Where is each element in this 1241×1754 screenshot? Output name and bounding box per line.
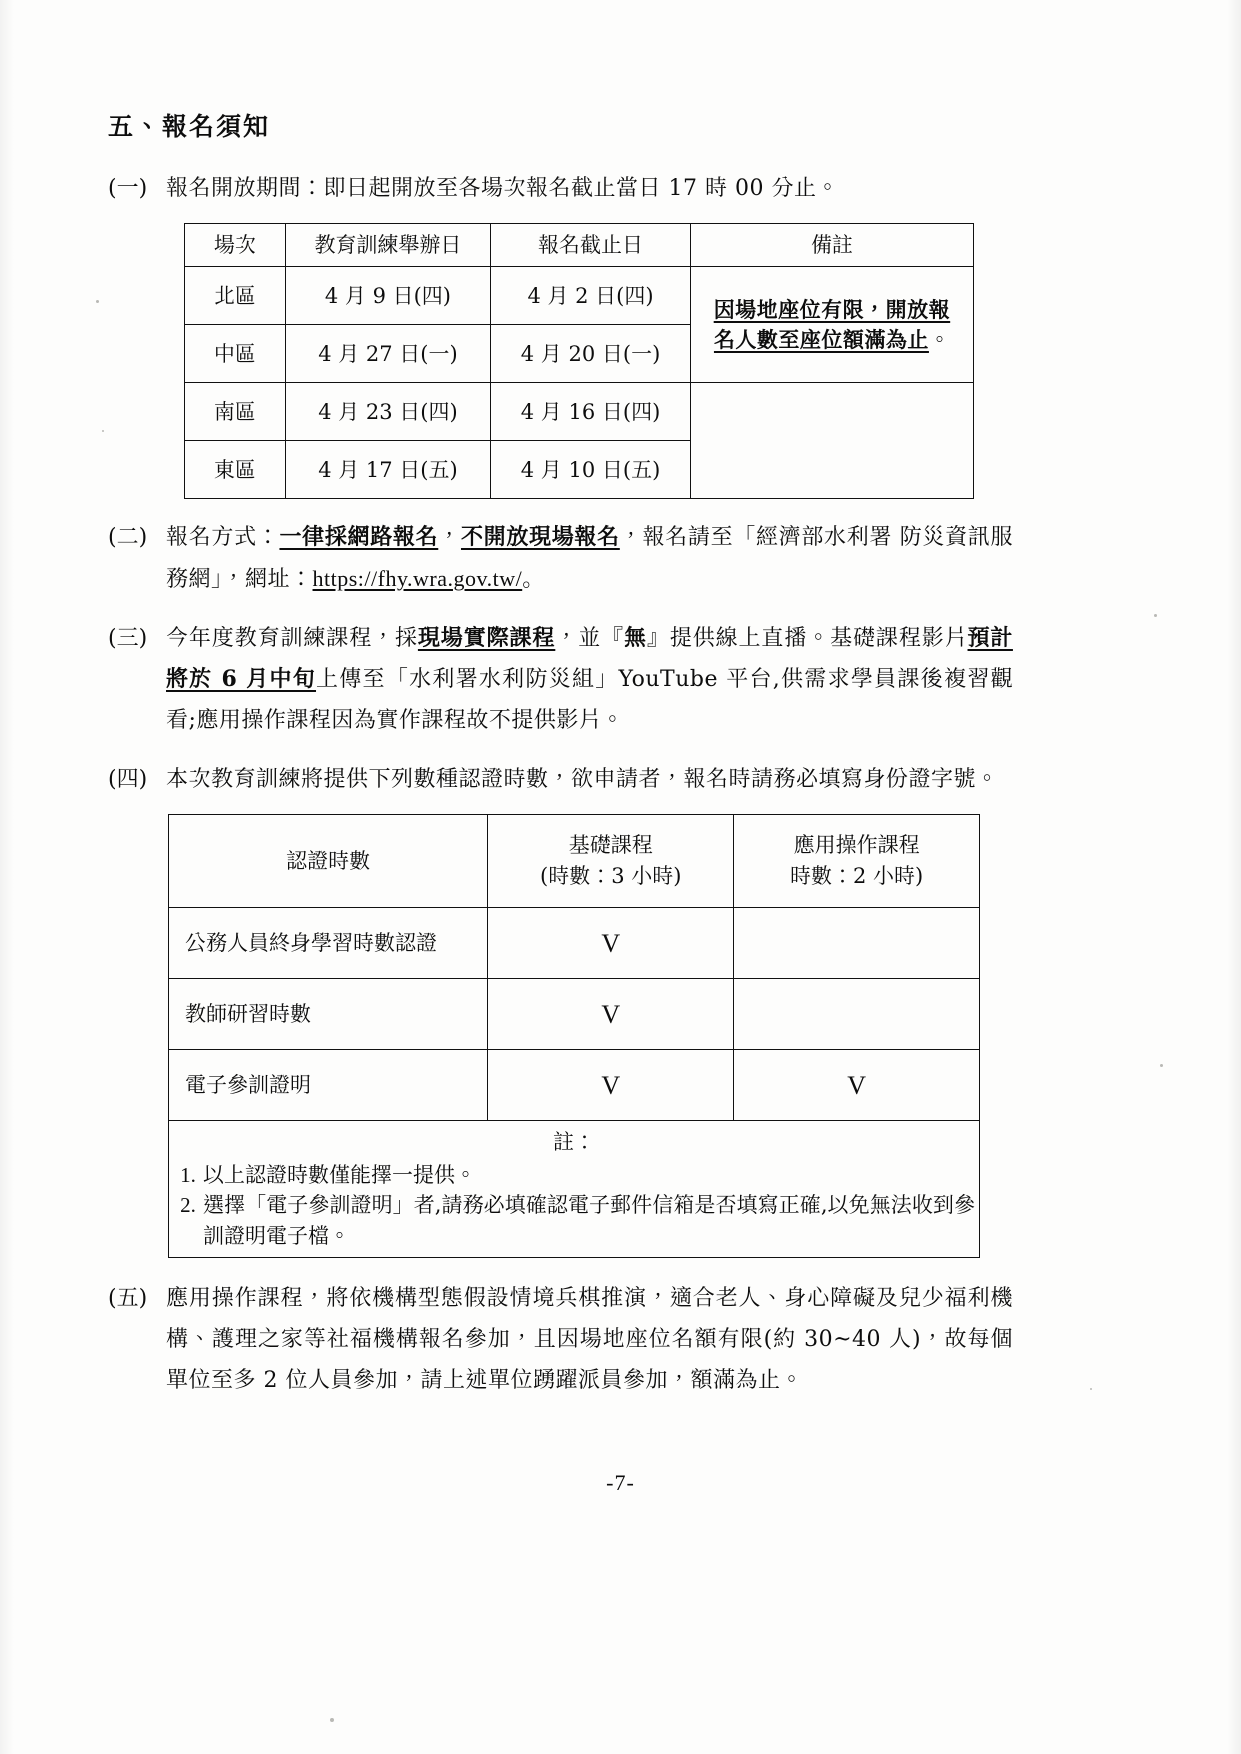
clause-5-body [166, 1278, 1013, 1401]
schedule-remark-blank [690, 383, 973, 499]
schedule-header-training-date: 教育訓練舉辦日 [285, 224, 490, 267]
clause-2-emphasis-no-onsite: 不開放現場報名 [460, 524, 620, 551]
schedule-deadline-south: 4 月 16 日(四) [491, 383, 691, 441]
table-row [169, 979, 980, 1050]
certification-basic-civil-servant: V [488, 908, 734, 979]
clause-1-text: 報名開放期間：即日起開放至各場次報名截止當日 17 時 00 分止。 [166, 176, 839, 201]
schedule-remark-line1: 因場地座位有限，開放報 [713, 296, 951, 322]
schedule-session-central: 中區 [185, 325, 286, 383]
note-2-text: 選擇「電子參訓證明」者,請務必填確認電子郵件信箱是否填寫正確,以免無法收到參訓證明電子檔。 [203, 1193, 975, 1248]
clause-3-text [166, 618, 1013, 741]
scan-speck [1160, 1064, 1163, 1067]
clause-2-emphasis-online-only: 一律採網路報名 [279, 524, 439, 551]
clause-2-marker: (二) [108, 525, 148, 551]
clause-3-emphasis-none: 無 [624, 625, 647, 652]
note-2-number: 2. [180, 1193, 196, 1218]
certification-label-teacher: 教師研習時數 [169, 979, 488, 1050]
schedule-deadline-north: 4 月 2 日(四) [491, 267, 691, 325]
schedule-header-remark: 備註 [690, 224, 973, 267]
schedule-header-deadline: 報名截止日 [491, 224, 691, 267]
clause-5 [108, 1278, 1013, 1401]
certification-header-basic [488, 815, 734, 908]
clause-5-text: 應用操作課程，將依機構型態假設情境兵棋推演，適合老人、身心障礙及兒少福利機構、護理之家等社福機構報名參加，且因場地座位名額有限(約 30~40 人)，故每個單位至多 2 位人員參加，請上述單位踴躍派員參加，額滿為止。 [166, 1286, 1013, 1394]
page-number: -7- [606, 1470, 635, 1495]
table-header-row [185, 224, 974, 267]
certification-table-wrapper [168, 814, 980, 1258]
table-notes-row [169, 1121, 980, 1258]
list-item [173, 1190, 975, 1251]
clause-2-part2: ，報名請至「經濟部水利署 防災資訊服務網」，網址： [166, 525, 1013, 593]
page-title: 五、報名須知 [108, 112, 271, 141]
table-row [185, 383, 974, 441]
scan-speck [96, 300, 99, 303]
scan-speck [1090, 1388, 1092, 1390]
schedule-table [184, 223, 974, 499]
registration-url-link[interactable]: https://fhy.wra.gov.tw/ [312, 566, 523, 592]
certification-notes-list [173, 1160, 975, 1251]
clause-2-body [166, 517, 1013, 600]
note-1-text: 以上認證時數僅能擇一提供。 [203, 1162, 476, 1187]
certification-basic-ecert: V [488, 1050, 734, 1121]
certification-header-applied-line1: 應用操作課程 [793, 832, 920, 857]
schedule-session-south: 南區 [185, 383, 286, 441]
clause-4-text: 本次教育訓練將提供下列數種認證時數，欲申請者，報名時請務必填寫身份證字號。 [166, 767, 999, 793]
schedule-deadline-central: 4 月 20 日(一) [491, 325, 691, 383]
scan-speck [102, 430, 104, 432]
certification-basic-teacher: V [488, 979, 734, 1050]
clause-3-part4: 上傳至「水利署水利防災組」YouTube 平台,供需求學員課後複習觀看;應用操作課程因為實作課程故不提供影片。 [166, 667, 1013, 734]
clause-3-part1: 今年度教育訓練課程，採 [166, 626, 418, 652]
clause-3 [108, 618, 1013, 741]
table-row [169, 1050, 980, 1121]
clause-1 [108, 168, 1013, 209]
schedule-table-wrapper [184, 223, 974, 499]
certification-notes [169, 1121, 980, 1258]
table-row [169, 908, 980, 979]
clause-4-marker: (四) [108, 767, 148, 793]
schedule-session-north: 北區 [185, 267, 286, 325]
certification-applied-teacher [734, 979, 980, 1050]
clause-3-part2: ，並『 [555, 626, 625, 652]
clause-3-marker: (三) [108, 626, 148, 652]
schedule-remark-line2: 名人數至座位額滿為止 [713, 326, 929, 352]
clause-1-marker: (一) [108, 176, 148, 201]
scan-speck [330, 1718, 334, 1722]
certification-header-type: 認證時數 [169, 815, 488, 908]
clause-5-marker: (五) [108, 1286, 148, 1312]
clause-2-sep: ， [438, 525, 461, 551]
certification-label-civil-servant: 公務人員終身學習時數認證 [169, 908, 488, 979]
schedule-training-date-east: 4 月 17 日(五) [285, 441, 490, 499]
certification-applied-ecert: V [734, 1050, 980, 1121]
schedule-training-date-south: 4 月 23 日(四) [285, 383, 490, 441]
certification-header-basic-line1: 基礎課程 [568, 832, 653, 857]
clause-2 [108, 517, 1013, 600]
clause-3-body [166, 618, 1013, 741]
schedule-training-date-central: 4 月 27 日(一) [285, 325, 490, 383]
scan-speck [1154, 614, 1157, 617]
certification-header-applied-line2: 時數：2 小時) [789, 864, 924, 889]
note-1-number: 1. [180, 1162, 196, 1187]
clause-2-part3: 。 [522, 567, 545, 593]
document-content [108, 112, 1013, 1415]
certification-notes-title: 註： [553, 1130, 595, 1155]
schedule-remark-cell [690, 267, 973, 383]
table-row [185, 267, 974, 325]
clause-3-emphasis-june: 預計將於 6 月中旬 [166, 625, 1013, 693]
certification-header-applied [734, 815, 980, 908]
clause-4 [108, 759, 1013, 800]
clause-4-body [166, 759, 1013, 800]
list-item [173, 1160, 975, 1190]
schedule-header-session: 場次 [185, 224, 286, 267]
clause-2-part1: 報名方式： [166, 525, 280, 551]
schedule-remark-tail: 。 [928, 327, 950, 352]
certification-applied-civil-servant [734, 908, 980, 979]
certification-table [168, 814, 980, 1258]
clause-1-body [166, 168, 1013, 209]
schedule-session-east: 東區 [185, 441, 286, 499]
schedule-training-date-north: 4 月 9 日(四) [285, 267, 490, 325]
schedule-deadline-east: 4 月 10 日(五) [491, 441, 691, 499]
clause-2-text [166, 517, 1013, 600]
clause-3-part3: 』提供線上直播。基礎課程影片 [646, 626, 968, 652]
table-header-row [169, 815, 980, 908]
certification-label-ecert: 電子參訓證明 [169, 1050, 488, 1121]
certification-header-basic-line2: (時數：3 小時) [540, 864, 682, 889]
clause-3-emphasis-onsite-course: 現場實際課程 [417, 625, 556, 652]
